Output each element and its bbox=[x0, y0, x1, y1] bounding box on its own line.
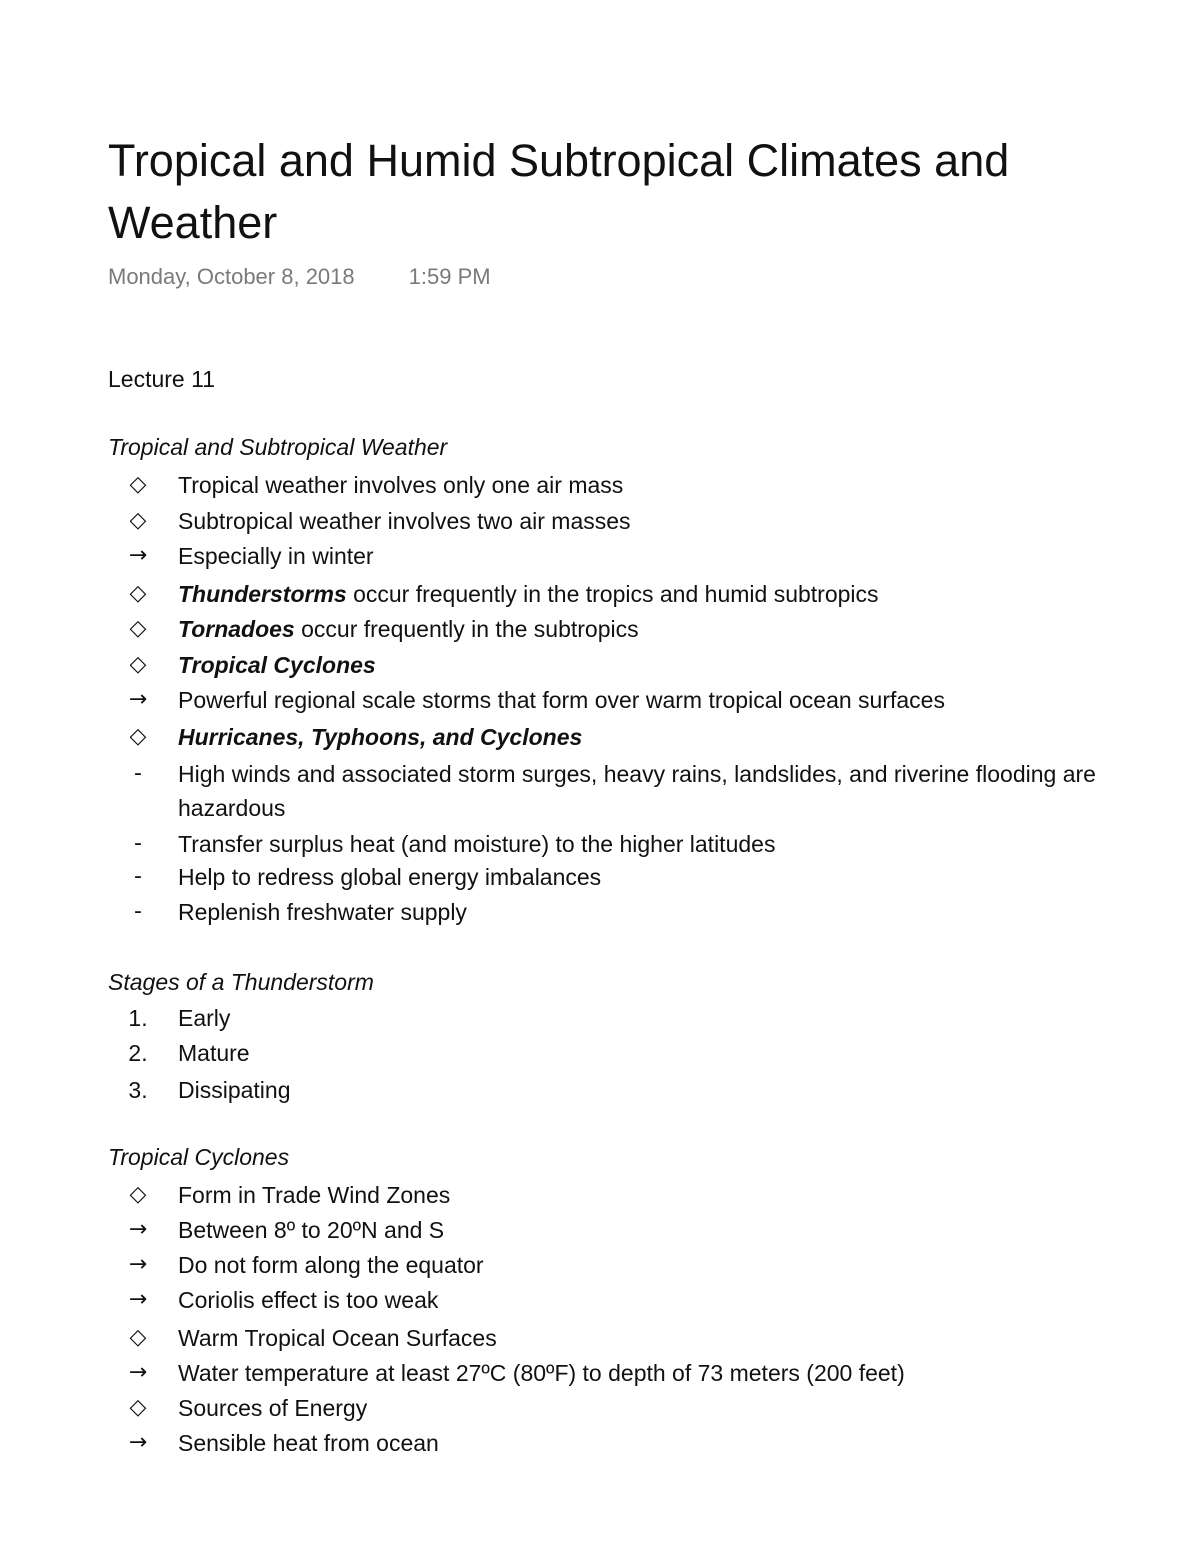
page-title: Tropical and Humid Subtropical Climates and Weather bbox=[108, 135, 1010, 248]
diamond-bullet-icon: ◇ bbox=[129, 581, 147, 606]
created-time: 1:59 PM bbox=[408, 264, 491, 289]
list-item: Transfer surplus heat (and moisture) to the higher latitudes bbox=[178, 831, 776, 857]
list-item: Mature bbox=[178, 1040, 250, 1066]
list-item: Between 8º to 20ºN and S bbox=[178, 1217, 445, 1243]
dash-bullet-icon: - bbox=[134, 831, 142, 856]
list-item: Sources of Energy bbox=[178, 1395, 368, 1421]
diamond-bullet-icon: ◇ bbox=[129, 616, 147, 641]
list-item: Do not form along the equator bbox=[178, 1252, 484, 1278]
arrow-bullet-icon: → bbox=[128, 687, 148, 712]
list-number: 3. bbox=[128, 1077, 148, 1103]
diamond-bullet-icon: ◇ bbox=[129, 652, 147, 677]
diamond-bullet-icon: ◇ bbox=[129, 1395, 147, 1420]
list-item: Coriolis effect is too weak bbox=[178, 1287, 439, 1313]
arrow-bullet-icon: → bbox=[128, 1217, 148, 1242]
arrow-bullet-icon: → bbox=[128, 1252, 148, 1277]
list-number: 2. bbox=[128, 1040, 148, 1066]
section-heading: Tropical Cyclones bbox=[108, 1144, 290, 1170]
diamond-bullet-icon: ◇ bbox=[129, 472, 147, 497]
list-item: Sensible heat from ocean bbox=[178, 1430, 439, 1456]
list-item: Tornadoes occur frequently in the subtropics bbox=[178, 616, 639, 642]
list-item: Dissipating bbox=[178, 1077, 291, 1103]
list-item: Replenish freshwater supply bbox=[178, 899, 467, 925]
list-item: Thunderstorms occur frequently in the tropics and humid subtropics bbox=[178, 581, 879, 607]
list-item: Tropical Cyclones bbox=[178, 652, 376, 678]
list-item: Powerful regional scale storms that form over warm tropical ocean surfaces bbox=[178, 687, 945, 713]
arrow-bullet-icon: → bbox=[128, 1360, 148, 1385]
list-item: Tropical weather involves only one air mass bbox=[178, 472, 624, 498]
list-item: Help to redress global energy imbalances bbox=[178, 864, 602, 890]
arrow-bullet-icon: → bbox=[128, 1430, 148, 1455]
dash-bullet-icon: - bbox=[134, 899, 142, 924]
created-date: Monday, October 8, 2018 bbox=[108, 264, 355, 289]
lecture-label: Lecture 11 bbox=[108, 366, 215, 392]
arrow-bullet-icon: → bbox=[128, 1287, 148, 1312]
list-item: Early bbox=[178, 1005, 231, 1031]
arrow-bullet-icon: → bbox=[128, 543, 148, 568]
list-item: Warm Tropical Ocean Surfaces bbox=[178, 1325, 497, 1351]
list-item: Water temperature at least 27ºC (80ºF) to depth of 73 meters (200 feet) bbox=[178, 1360, 905, 1386]
list-item: Hurricanes, Typhoons, and Cyclones bbox=[178, 724, 583, 750]
diamond-bullet-icon: ◇ bbox=[129, 1325, 147, 1350]
section-heading: Tropical and Subtropical Weather bbox=[108, 434, 448, 460]
list-item: Subtropical weather involves two air masses bbox=[178, 508, 631, 534]
list-number: 1. bbox=[128, 1005, 148, 1031]
list-item: Especially in winter bbox=[178, 543, 374, 569]
diamond-bullet-icon: ◇ bbox=[129, 724, 147, 749]
dash-bullet-icon: - bbox=[134, 761, 142, 786]
list-item: High winds and associated storm surges, heavy rains, landslides, and riverine flooding are hazardous bbox=[178, 761, 1096, 821]
dash-bullet-icon: - bbox=[134, 864, 142, 889]
list-item: Form in Trade Wind Zones bbox=[178, 1182, 451, 1208]
diamond-bullet-icon: ◇ bbox=[129, 1182, 147, 1207]
section-heading: Stages of a Thunderstorm bbox=[108, 969, 374, 995]
diamond-bullet-icon: ◇ bbox=[129, 508, 147, 533]
